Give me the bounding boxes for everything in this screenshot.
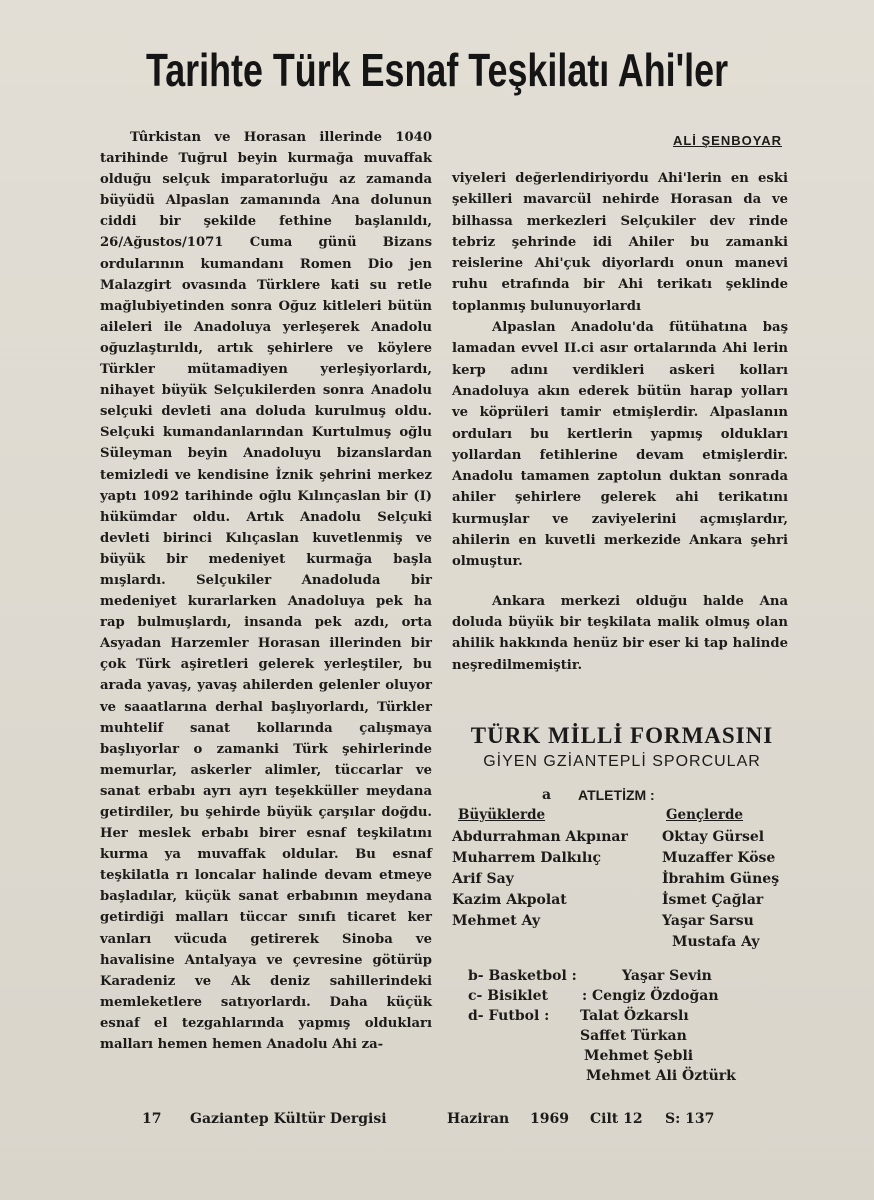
juniors-list	[662, 827, 802, 953]
juniors-heading: Gençlerde	[666, 807, 744, 823]
list-item: Mehmet Şebli	[584, 1048, 694, 1064]
cycling-name: : Cengiz Özdoğan	[582, 988, 719, 1004]
list-item: İsmet Çağlar	[662, 892, 764, 908]
list-item: Mehmet Ali Öztürk	[586, 1068, 736, 1084]
issue-month: Haziran	[447, 1111, 510, 1127]
sports-subtitle: GİYEN GZİANTEPLİ SPORCULAR	[483, 753, 761, 770]
cycling-label: c- Bisiklet	[468, 988, 548, 1004]
list-item: Oktay Gürsel	[662, 829, 765, 845]
page-footer	[0, 1111, 874, 1131]
list-item: Saffet Türkan	[580, 1028, 687, 1044]
athletics-name: ATLETİZM :	[578, 787, 655, 803]
football-label: d- Futbol :	[468, 1008, 550, 1024]
athletics-heading	[452, 787, 792, 807]
list-item: Kazim Akpolat	[452, 892, 567, 908]
list-item: Mehmet Ay	[452, 913, 541, 929]
sports-box	[452, 723, 792, 950]
issue-number: S: 137	[665, 1111, 715, 1127]
seniors-heading: Büyüklerde	[458, 807, 546, 823]
author-name: ALİ ŞENBOYAR	[672, 133, 782, 148]
seniors-list	[452, 827, 652, 932]
issue-year: 1969	[530, 1111, 569, 1127]
sports-title: TÜRK MİLLİ FORMASINI	[470, 723, 774, 748]
basketball-label: b- Basketbol :	[468, 968, 577, 984]
list-item: Abdurrahman Akpınar	[452, 829, 628, 845]
athletics-column-heads	[452, 807, 792, 827]
basketball-name: Yaşar Sevin	[622, 968, 712, 984]
right-paragraph-2: Alpaslan Anadolu'da fütühatına baş lamadan evvel II.ci asır ortalarında Ahi lerin kerp adını verdikleri askeri kolları Anadoluya akın ederek bütün harap yolları ve köprüleri tamir etmişlerdir. Alpaslanın orduları bu kertlerin yapmış oldukları yollardan fetihlerine devam etmişlerdir. Anadolu tamamen zaptolun duktan sonrada ahiler şehirlere gelerek ahi terikatını kurmuşlar ve zaviyelerini açmışlardır, ahilerin en kuvetli merkezide Ankara şehri olmuştur.	[452, 320, 788, 570]
right-paragraph-3: Ankara merkezi olduğu halde Ana doluda büyük bir teşkilata malik olmuş olan ahilik hakkında henüz bir eser ki tap halinde neşredilmemiştir.	[452, 593, 788, 673]
volume-number: Cilt 12	[590, 1111, 643, 1127]
journal-name: Gaziantep Kültür Dergisi	[190, 1111, 387, 1127]
list-item: Muharrem Dalkılıç	[452, 850, 601, 866]
list-item: Yaşar Sarsu	[662, 913, 754, 929]
list-item: Mustafa Ay	[672, 934, 760, 950]
article-title: Tarihte Türk Esnaf Teşkilatı Ahi'ler	[145, 44, 729, 96]
list-item: Arif Say	[452, 871, 514, 887]
page-number: 17	[142, 1111, 162, 1127]
list-item: İbrahim Güneş	[662, 871, 780, 887]
list-item: Muzaffer Köse	[662, 850, 776, 866]
right-paragraph-1: viyeleri değerlendiriyordu Ahi'lerin en eski şekilleri mavarcül nehirde Horasan da ve bilhassa merkezleri Selçukiler dev rinde tebriz şehrinde idi Ahiler bu zamanki reislerine Ahi'çuk diyorlardı onun manevi ruhu etrafında bir Ahi terikatı şeklinde toplanmış bulunuyorlardı	[452, 171, 788, 314]
list-item: Talat Özkarslı	[580, 1008, 689, 1024]
right-column	[452, 130, 788, 676]
left-paragraph: Tûrkistan ve Horasan illerinde 1040 tarihinde Tuğrul beyin kurmağa muvaffak olduğu selçuk imparatorluğu az zamanda büyüdü Alpaslan zamanında Ana dolunun ciddi bir şekilde fethine başlanıldı, 26/Ağustos/1071 Cuma günü Bizans ordularının kumandanı Romen Dio jen Malazgirt ovasında Türklere kati su retle mağlubiyetinden sonra Oğuz kitleleri bütün aileleri ile Anadoluya yerleşerek Anadolu oğuzlaştırıldı, artık şehirlere ve köylere Türkler mütamadiyen yerleşiyorlardı, nihayet büyük Selçukilerden sonra Anadolu selçuki devleti ana doluda kurulmuş oldu. Selçuki kumandanlarından Kurtulmuş oğlu Süleyman beyin Anadoluyu bizanslardan temizledi ve kendisine İznik şehrini merkez yaptı 1092 tarihinde oğlu Kılınçaslan bir (I) hükümdar oldu. Artık Anadolu Selçuki devleti birinci Kılıçaslan kuvetlenmiş ve büyük bir medeniyet kurmağa başla mışlardı. Selçukiler Anadoluda bir medeniyet kurarlarken Anadoluya pek ha rap bulmuşlardı, insanda pek azdı, orta Asyadan Harzemler Horasan illerinden bir çok Türk aşiretleri gelerek yerleştiler, bu arada yavaş, yavaş ahilerden gelenler oluyor ve saaatlarına derhal başlıyorlardı, Türkler muhtelif sanat kollarında çalışmaya başlıyorlar o zamanki Türk şehirlerinde memurlar, askerler alimler, tüccarlar ve sanat erbabı ayrı ayrı teşekküller meydana getirdiler, bu şehirde büyük çarşılar doğdu. Her meslek erbabı birer esnaf teşkilatını kurma ya muvaffak oldular. Bu esnaf teşkilatla rı loncalar halinde devam etmeye başladılar, küçük sanat erbabının meydana getirdiği malları tüccar sınıfı ticaret ker vanları vücuda getirerek Sinoba ve havalisine Antalyaya ve çevresine götürüp Karadeniz ve Ak deniz sahillerindeki memleketlere satıyorlardı. Daha küçük esnaf el tezgahlarında yapmış oldukları malları hemen hemen Anadolu Ahi za-	[100, 130, 432, 1053]
athletics-label: a	[542, 787, 552, 803]
left-column	[100, 127, 432, 1055]
